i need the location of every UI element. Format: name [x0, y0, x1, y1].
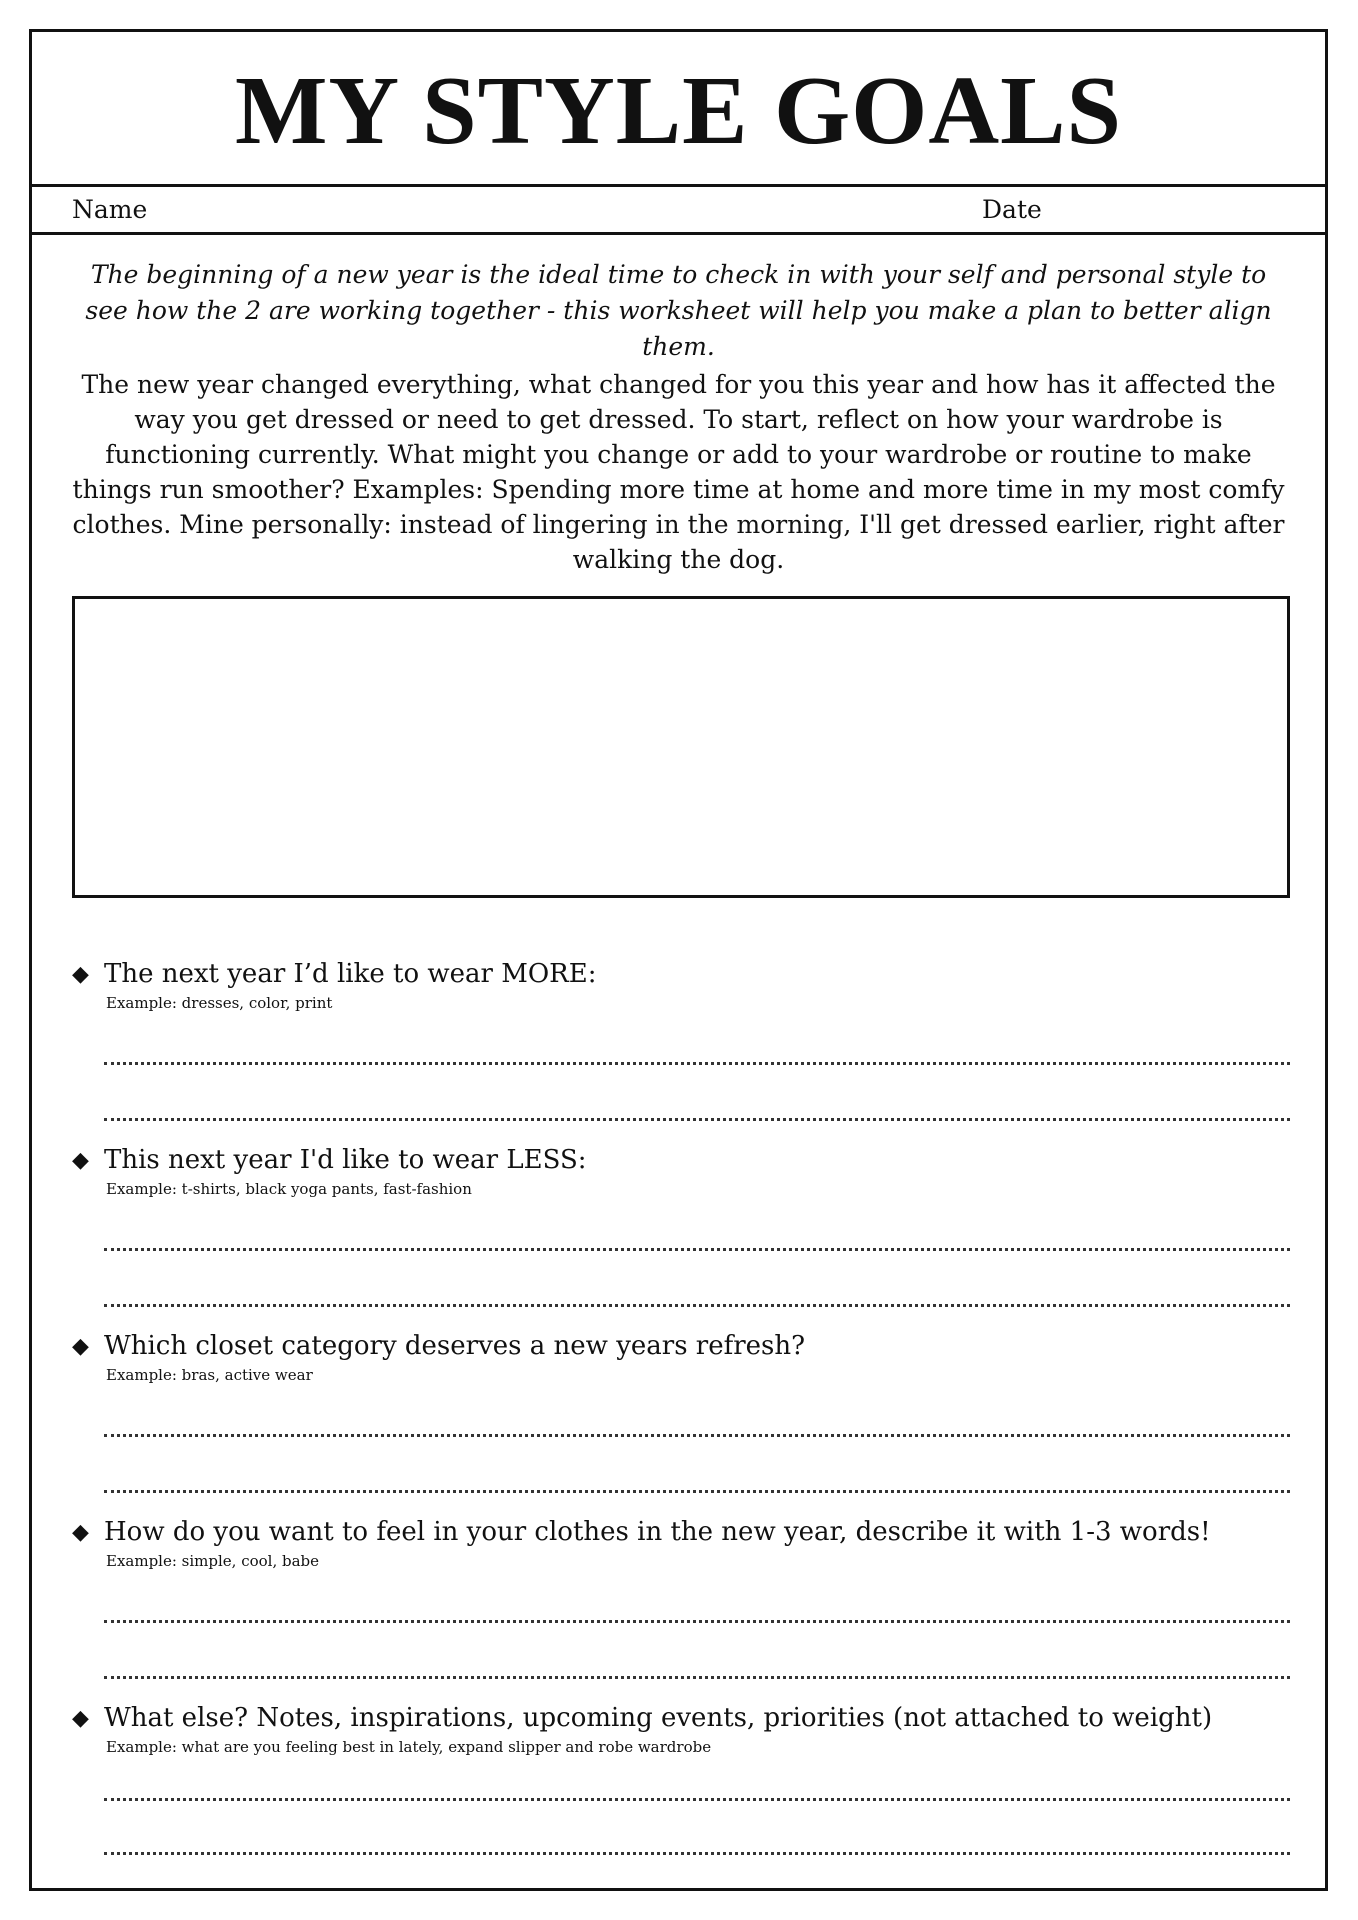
question-text: The next year I’d like to wear MORE:	[104, 959, 597, 989]
question-text: How do you want to feel in your clothes in the new year, describe it with 1-3 words!	[104, 1517, 1211, 1547]
question-heading	[72, 1702, 1290, 1736]
answer-line-1[interactable]	[104, 1248, 1290, 1251]
answer-line-2[interactable]	[104, 1852, 1290, 1855]
reflection-prompt: The new year changed everything, what changed for you this year and how has it affected the way you get dressed or need to get dressed. To start, reflect on how your wardrobe is functioning currently. What might you change or add to your wardrobe or routine to make things run smoother? Examples: Spending more time at home and more time in my most comfy clothes. Mine personally: instead of lingering in the morning, I'll get dressed earlier, right after walking the dog.	[72, 370, 1285, 574]
diamond-bullet-icon: ◆	[72, 1334, 89, 1359]
answer-line-1[interactable]	[104, 1798, 1290, 1801]
question-example: Example: bras, active wear	[106, 1366, 313, 1384]
answer-line-1[interactable]	[104, 1434, 1290, 1437]
reflection-answer-box[interactable]	[72, 596, 1290, 898]
answer-line-2[interactable]	[104, 1304, 1290, 1307]
question-more	[72, 958, 1290, 1128]
answer-line-2[interactable]	[104, 1676, 1290, 1679]
answer-line-2[interactable]	[104, 1118, 1290, 1121]
question-text: This next year I'd like to wear LESS:	[104, 1145, 587, 1175]
intro-text: The beginning of a new year is the ideal time to check in with your self and personal style to see how the 2 are working together - this worksheet will help you make a plan to better align them.	[85, 260, 1272, 361]
question-text: What else? Notes, inspirations, upcoming events, priorities (not attached to weight)	[104, 1703, 1213, 1733]
answer-line-1[interactable]	[104, 1062, 1290, 1065]
question-example: Example: what are you feeling best in lately, expand slipper and robe wardrobe	[106, 1738, 712, 1756]
question-less	[72, 1144, 1290, 1314]
date-field-label[interactable]: Date	[982, 195, 1042, 224]
question-closet-refresh	[72, 1330, 1290, 1500]
diamond-bullet-icon: ◆	[72, 1520, 89, 1545]
diamond-bullet-icon: ◆	[72, 1148, 89, 1173]
worksheet-page	[29, 29, 1328, 1891]
page-title: MY STYLE GOALS	[234, 57, 1123, 165]
question-example: Example: simple, cool, babe	[106, 1552, 320, 1570]
answer-line-2[interactable]	[104, 1490, 1290, 1493]
question-heading	[72, 1516, 1290, 1550]
answer-line-1[interactable]	[104, 1620, 1290, 1623]
question-heading	[72, 1330, 1290, 1364]
question-example: Example: t-shirts, black yoga pants, fast-fashion	[106, 1180, 472, 1198]
question-what-else	[72, 1702, 1290, 1867]
name-date-row	[32, 187, 1325, 235]
name-field-label[interactable]: Name	[72, 195, 148, 224]
diamond-bullet-icon: ◆	[72, 1706, 89, 1731]
question-example: Example: dresses, color, print	[106, 994, 333, 1012]
question-heading	[72, 1144, 1290, 1178]
diamond-bullet-icon: ◆	[72, 962, 89, 987]
question-heading	[72, 958, 1290, 992]
question-feel-words	[72, 1516, 1290, 1686]
title-bar	[32, 32, 1325, 187]
question-text: Which closet category deserves a new years refresh?	[104, 1331, 806, 1361]
